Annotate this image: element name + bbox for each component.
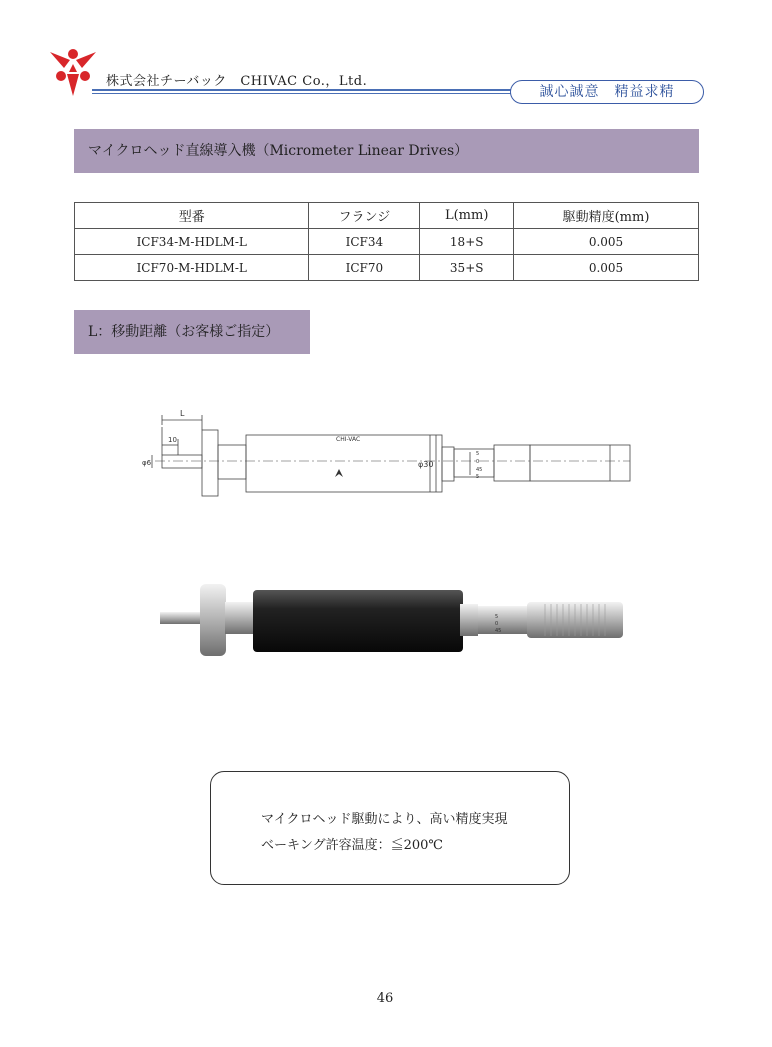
header-rule-thin (92, 93, 516, 94)
scale-label: 45 (476, 467, 483, 473)
cell-model: ICF70-M-HDLM-L (75, 255, 309, 281)
column-header-length: L(mm) (420, 203, 514, 229)
technical-drawing (140, 405, 640, 505)
page-number: 46 (376, 991, 394, 1006)
photo-scale-label: 45 (495, 628, 502, 634)
cell-model: ICF34-M-HDLM-L (75, 229, 309, 255)
feature-note: マイクロヘッド駆動により、高い精度実現 (261, 812, 508, 827)
dim-label-phi6: φ6 (142, 459, 152, 467)
spec-table (74, 202, 699, 281)
table-header-row (75, 203, 699, 229)
company-name: 株式会社チーバック CHIVAC Co.，Ltd. (106, 74, 368, 89)
scale-label: 5 (476, 451, 480, 457)
feature-note-box (210, 771, 570, 885)
cell-accuracy: 0.005 (514, 229, 699, 255)
photo-scale-label: 5 (495, 614, 499, 620)
dim-label-10: 10 (168, 436, 177, 444)
column-header-model: 型番 (75, 203, 309, 229)
dim-label-phi30: φ30 (418, 460, 434, 469)
drawing-logo-icon (335, 469, 343, 477)
cell-flange: ICF34 (309, 229, 420, 255)
section-title-product: マイクロヘッド直線導入機（Micrometer Linear Drives） (74, 129, 699, 173)
table-row (75, 229, 699, 255)
cell-length: 18+S (420, 229, 514, 255)
scale-label: 0 (476, 459, 480, 465)
cell-accuracy: 0.005 (514, 255, 699, 281)
cell-flange: ICF70 (309, 255, 420, 281)
cell-length: 35+S (420, 255, 514, 281)
section-title-travel: L：移動距離（お客様ご指定） (74, 310, 310, 354)
drawing-brand-label: CHI-VAC (336, 436, 361, 443)
dim-label-L: L (180, 409, 185, 418)
table-row (75, 255, 699, 281)
photo-scale-label: 0 (495, 621, 499, 627)
motto-badge: 誠心誠意 精益求精 (510, 80, 704, 104)
chivac-logo-icon (48, 46, 98, 98)
header-rule (92, 89, 516, 91)
scale-label: 5 (476, 474, 480, 480)
column-header-accuracy: 駆動精度(mm) (514, 203, 699, 229)
feature-note: ベーキング許容温度：≦200℃ (261, 838, 443, 853)
column-header-flange: フランジ (309, 203, 420, 229)
product-photo (155, 580, 635, 660)
